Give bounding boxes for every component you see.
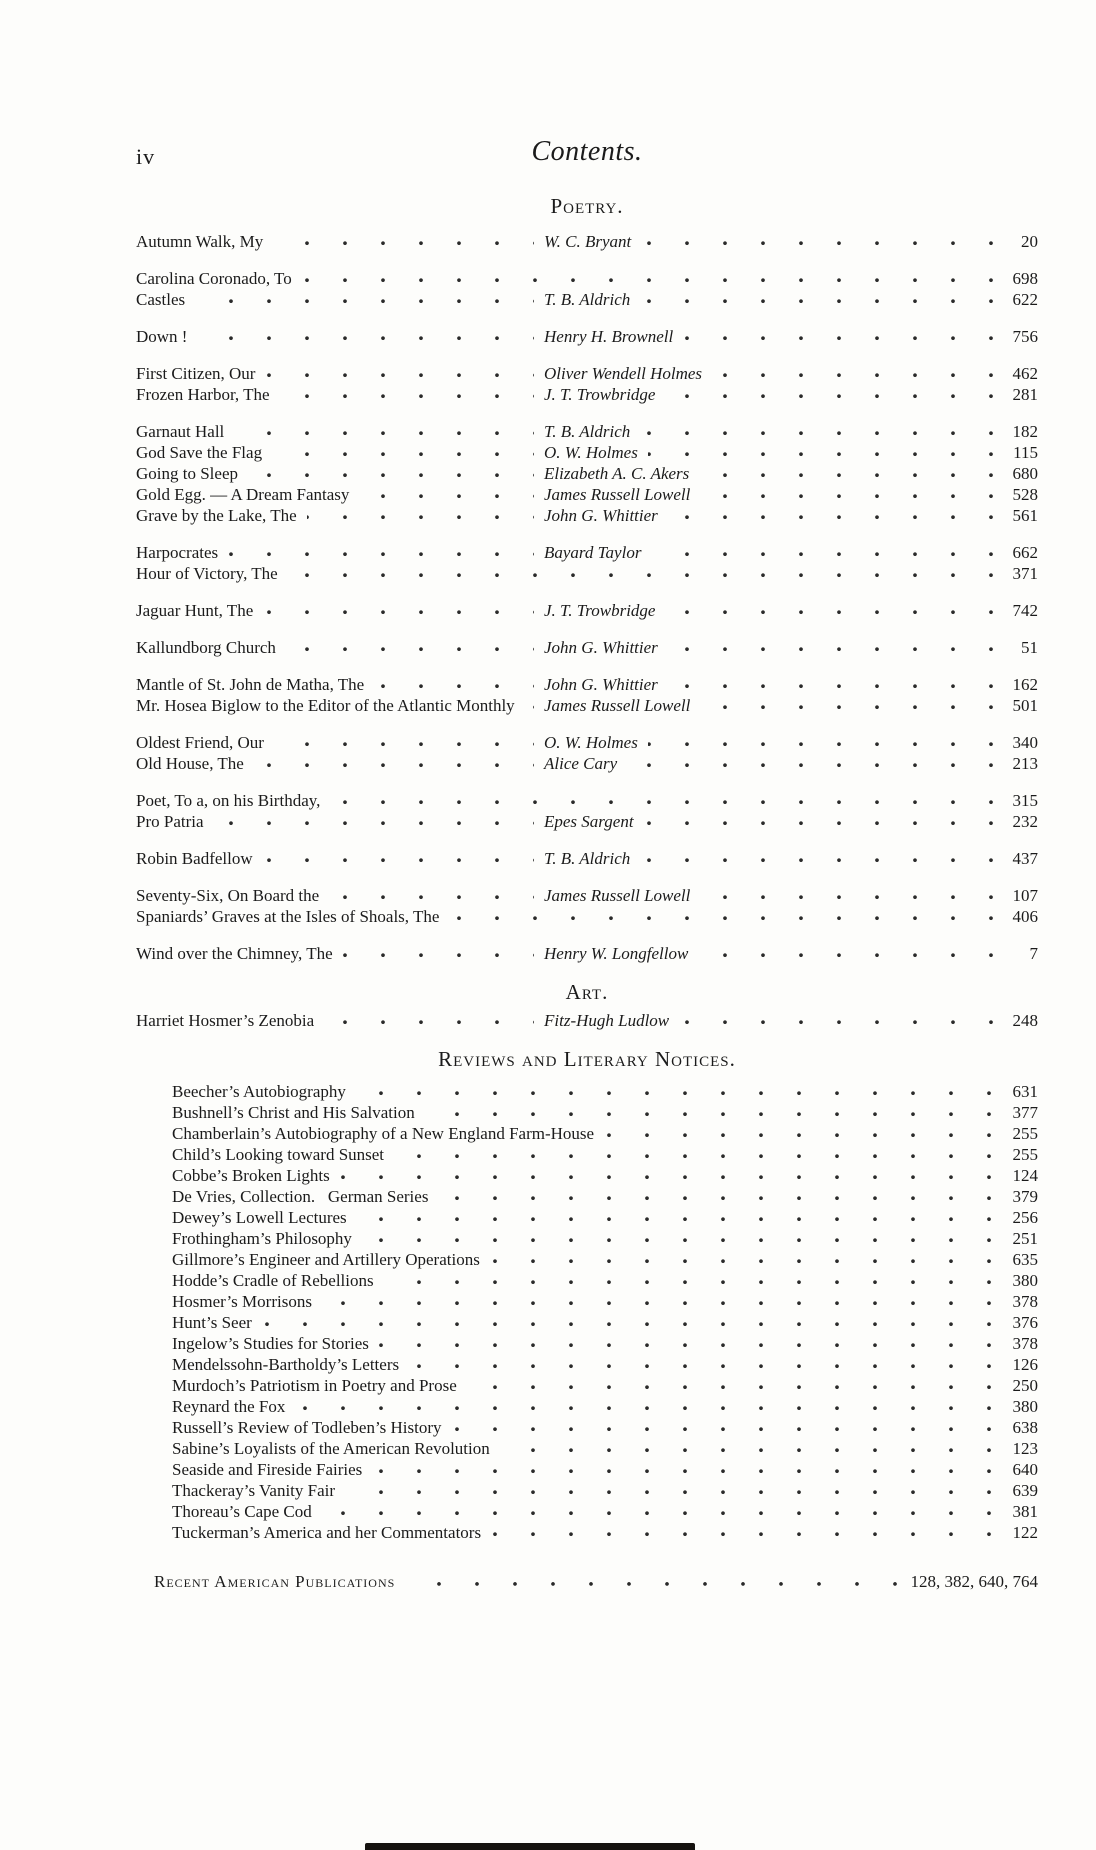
toc-row (172, 1480, 1038, 1501)
entry-page: 123 (1003, 1438, 1039, 1459)
entry-page: 662 (1003, 542, 1039, 563)
entry-title: Oldest Friend, Our (136, 732, 274, 753)
entry-page: 251 (1003, 1228, 1039, 1249)
toc-row (172, 1228, 1038, 1249)
toc-row (136, 695, 1038, 716)
entry-title: Jaguar Hunt, The (136, 600, 263, 621)
entry-title: Beecher’s Autobiography (172, 1081, 356, 1102)
toc-row (172, 1438, 1038, 1459)
entry-title: Pro Patria (136, 811, 214, 832)
toc-row (136, 484, 1038, 505)
toc-row (136, 421, 1038, 442)
toc-row (136, 463, 1038, 484)
poetry-group (136, 637, 1038, 658)
entry-title: Castles (136, 289, 195, 310)
entry-page: 437 (1003, 848, 1039, 869)
entry-page: 406 (1003, 906, 1039, 927)
entry-title: Russell’s Review of Todleben’s History (172, 1417, 452, 1438)
recent-publications-row (154, 1570, 1038, 1594)
recent-publications-pages: 128, 382, 640, 764 (901, 1570, 1039, 1594)
entry-title: Chamberlain’s Autobiography of a New England Farm-House (172, 1123, 604, 1144)
toc-row (136, 505, 1038, 526)
poetry-group (136, 732, 1038, 774)
entry-title: Poet, To a, on his Birthday, (136, 790, 330, 811)
entry-page: 640 (1003, 1459, 1039, 1480)
entry-title: Gillmore’s Engineer and Artillery Operations (172, 1249, 490, 1270)
entry-author: Bayard Taylor (534, 542, 651, 563)
entry-author: T. B. Aldrich (534, 848, 640, 869)
poetry-group (136, 943, 1038, 964)
entry-page: 378 (1003, 1333, 1039, 1354)
entry-page: 756 (1003, 326, 1039, 347)
entry-title: Hour of Victory, The (136, 563, 288, 584)
entry-title: Child’s Looking toward Sunset (172, 1144, 394, 1165)
entry-page: 381 (1003, 1501, 1039, 1522)
entry-title: Reynard the Fox (172, 1396, 295, 1417)
entry-title: Old House, The (136, 753, 254, 774)
poetry-group (136, 268, 1038, 310)
toc-row (136, 1010, 1038, 1031)
entry-page: 248 (1003, 1010, 1039, 1031)
entry-page: 115 (1003, 442, 1038, 463)
toc-row (136, 848, 1038, 869)
entry-title: Seaside and Fireside Fairies (172, 1459, 372, 1480)
entry-page: 213 (1003, 753, 1039, 774)
entry-page: 631 (1003, 1081, 1039, 1102)
entry-page: 182 (1003, 421, 1039, 442)
entry-page: 371 (1003, 563, 1039, 584)
toc-row (136, 674, 1038, 695)
entry-page: 124 (1003, 1165, 1039, 1186)
entry-page: 561 (1003, 505, 1039, 526)
toc-row (172, 1417, 1038, 1438)
entry-page: 528 (1003, 484, 1039, 505)
toc-row (172, 1396, 1038, 1417)
entry-title: Autumn Walk, My (136, 231, 273, 252)
entry-page: 255 (1003, 1144, 1039, 1165)
entry-title: Harriet Hosmer’s Zenobia (136, 1010, 324, 1031)
entry-page: 742 (1003, 600, 1039, 621)
poetry-list (136, 231, 1038, 964)
toc-row (172, 1270, 1038, 1291)
entry-page: 255 (1003, 1123, 1039, 1144)
entry-title: God Save the Flag (136, 442, 272, 463)
entry-title: Spaniards’ Graves at the Isles of Shoals, The (136, 906, 449, 927)
toc-row (136, 231, 1038, 252)
toc-row (136, 943, 1038, 964)
entry-title: De Vries, Collection. German Series (172, 1186, 438, 1207)
entry-title: First Citizen, Our (136, 363, 265, 384)
toc-row (136, 811, 1038, 832)
entry-page: 107 (1003, 885, 1039, 906)
entry-author: Fitz-Hugh Ludlow (534, 1010, 679, 1031)
toc-row (136, 442, 1038, 463)
entry-title: Thackeray’s Vanity Fair (172, 1480, 345, 1501)
entry-title: Hodde’s Cradle of Rebellions (172, 1270, 384, 1291)
toc-row (136, 885, 1038, 906)
toc-row (136, 637, 1038, 658)
entry-title: Robin Badfellow (136, 848, 263, 869)
entry-title: Mendelssohn-Bartholdy’s Letters (172, 1354, 409, 1375)
entry-page: 232 (1003, 811, 1039, 832)
toc-row (172, 1123, 1038, 1144)
entry-page: 638 (1003, 1417, 1039, 1438)
poetry-group (136, 363, 1038, 405)
entry-page: 376 (1003, 1312, 1039, 1333)
toc-row (136, 384, 1038, 405)
poetry-group (136, 231, 1038, 252)
entry-author: Epes Sargent (534, 811, 644, 832)
toc-row (172, 1102, 1038, 1123)
entry-page: 379 (1003, 1186, 1039, 1207)
entry-author: O. W. Holmes (534, 442, 648, 463)
section-heading-poetry: Poetry. (550, 194, 624, 218)
entry-title: Kallundborg Church (136, 637, 286, 658)
page-title: Contents. (531, 136, 643, 167)
toc-row (136, 563, 1038, 584)
toc-row (172, 1291, 1038, 1312)
entry-page: 680 (1003, 463, 1039, 484)
entry-title: Hunt’s Seer (172, 1312, 262, 1333)
toc-row (136, 289, 1038, 310)
toc-row (172, 1522, 1038, 1543)
poetry-group (136, 542, 1038, 584)
entry-author: Henry H. Brownell (534, 326, 683, 347)
poetry-group (136, 421, 1038, 526)
entry-page: 378 (1003, 1291, 1039, 1312)
poetry-group (136, 674, 1038, 716)
entry-title: Grave by the Lake, The (136, 505, 307, 526)
poetry-group (136, 885, 1038, 927)
toc-row (172, 1333, 1038, 1354)
entry-title: Gold Egg. — A Dream Fantasy (136, 484, 359, 505)
toc-row (172, 1144, 1038, 1165)
entry-page: 7 (1020, 943, 1039, 964)
entry-page: 462 (1003, 363, 1039, 384)
entry-title: Harpocrates (136, 542, 228, 563)
entry-author: Oliver Wendell Holmes (534, 363, 712, 384)
entry-page: 380 (1003, 1270, 1039, 1291)
toc-row (172, 1249, 1038, 1270)
entry-page: 377 (1003, 1102, 1039, 1123)
toc-row (172, 1375, 1038, 1396)
toc-row (172, 1501, 1038, 1522)
entry-author: J. T. Trowbridge (534, 384, 665, 405)
toc-row (136, 268, 1038, 289)
entry-author: Henry W. Longfellow (534, 943, 698, 964)
entry-author: Alice Cary (534, 753, 627, 774)
page-header (136, 136, 1038, 178)
toc-row (136, 790, 1038, 811)
toc-row (172, 1459, 1038, 1480)
entry-author: W. C. Bryant (534, 231, 641, 252)
entry-author: John G. Whittier (534, 505, 668, 526)
entry-page: 126 (1003, 1354, 1039, 1375)
entry-page: 51 (1011, 637, 1038, 658)
entry-page: 639 (1003, 1480, 1039, 1501)
entry-title: Seventy-Six, On Board the (136, 885, 329, 906)
entry-title: Wind over the Chimney, The (136, 943, 343, 964)
recent-publications-title: Recent American Publications (154, 1570, 405, 1594)
entry-title: Cobbe’s Broken Lights (172, 1165, 340, 1186)
entry-title: Thoreau’s Cape Cod (172, 1501, 322, 1522)
poetry-group (136, 790, 1038, 832)
entry-title: Ingelow’s Studies for Stories (172, 1333, 379, 1354)
toc-row (136, 906, 1038, 927)
entry-page: 281 (1003, 384, 1039, 405)
poetry-group (136, 600, 1038, 621)
section-heading-reviews: Reviews and Literary Notices. (438, 1047, 736, 1071)
page-folio: iv (136, 144, 156, 169)
toc-row (172, 1081, 1038, 1102)
entry-title: Frothingham’s Philosophy (172, 1228, 362, 1249)
entry-page: 122 (1003, 1522, 1039, 1543)
entry-author: James Russell Lowell (534, 885, 700, 906)
entry-page: 162 (1003, 674, 1039, 695)
entry-author: J. T. Trowbridge (534, 600, 665, 621)
poetry-group (136, 326, 1038, 347)
entry-author: Elizabeth A. C. Akers (534, 463, 699, 484)
entry-title: Going to Sleep (136, 463, 248, 484)
entry-author: John G. Whittier (534, 637, 668, 658)
entry-title: Bushnell’s Christ and His Salvation (172, 1102, 425, 1123)
entry-title: Murdoch’s Patriotism in Poetry and Prose (172, 1375, 467, 1396)
toc-row (172, 1186, 1038, 1207)
toc-row (136, 542, 1038, 563)
entry-author: John G. Whittier (534, 674, 668, 695)
scan-edge-artifact (365, 1843, 695, 1850)
entry-page: 698 (1003, 268, 1039, 289)
entry-page: 380 (1003, 1396, 1039, 1417)
toc-row (136, 363, 1038, 384)
entry-page: 622 (1003, 289, 1039, 310)
toc-row (172, 1354, 1038, 1375)
entry-title: Tuckerman’s America and her Commentators (172, 1522, 491, 1543)
toc-row (136, 753, 1038, 774)
entry-page: 501 (1003, 695, 1039, 716)
entry-page: 635 (1003, 1249, 1039, 1270)
entry-title: Mantle of St. John de Matha, The (136, 674, 374, 695)
entry-author: James Russell Lowell (534, 695, 700, 716)
entry-author: T. B. Aldrich (534, 289, 640, 310)
poetry-group (136, 848, 1038, 869)
reviews-list (172, 1081, 1038, 1543)
entry-title: Down ! (136, 326, 197, 347)
entry-title: Frozen Harbor, The (136, 384, 280, 405)
toc-row (172, 1165, 1038, 1186)
entry-author: James Russell Lowell (534, 484, 700, 505)
entry-title: Hosmer’s Morrisons (172, 1291, 322, 1312)
toc-row (172, 1207, 1038, 1228)
entry-page: 20 (1011, 231, 1038, 252)
entry-author: T. B. Aldrich (534, 421, 640, 442)
toc-row (136, 600, 1038, 621)
entry-page: 315 (1003, 790, 1039, 811)
entry-page: 250 (1003, 1375, 1039, 1396)
entry-title: Dewey’s Lowell Lectures (172, 1207, 357, 1228)
entry-title: Carolina Coronado, To (136, 268, 302, 289)
entry-title: Sabine’s Loyalists of the American Revolution (172, 1438, 500, 1459)
section-heading-art: Art. (565, 980, 609, 1004)
entry-author: O. W. Holmes (534, 732, 648, 753)
entry-title: Mr. Hosea Biglow to the Editor of the Atlantic Monthly (136, 695, 525, 716)
toc-row (136, 326, 1038, 347)
toc-row (172, 1312, 1038, 1333)
toc-row (136, 732, 1038, 753)
entry-page: 340 (1003, 732, 1039, 753)
entry-title: Garnaut Hall (136, 421, 234, 442)
entry-page: 256 (1003, 1207, 1039, 1228)
art-list (136, 1010, 1038, 1031)
